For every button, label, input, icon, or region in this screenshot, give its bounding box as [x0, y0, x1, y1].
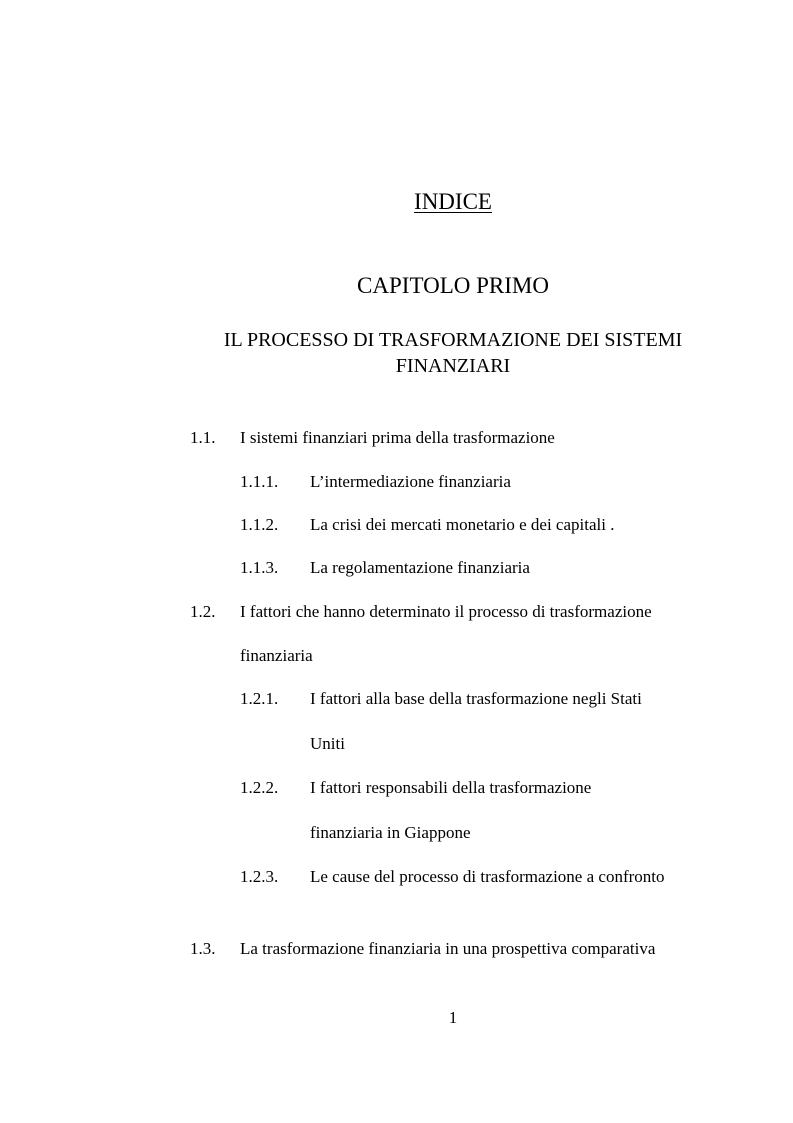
toc-entry-text: I fattori che hanno determinato il processo di trasformazione: [240, 602, 652, 621]
toc-entry-number: 1.1.2.: [240, 515, 279, 534]
index-title: INDICE: [414, 189, 492, 214]
toc-entry-number: 1.3.: [190, 939, 216, 958]
chapter-subtitle-line1: IL PROCESSO DI TRASFORMAZIONE DEI SISTEMI: [223, 329, 683, 351]
toc-entry-number: 1.1.1.: [240, 472, 279, 491]
toc-entry-text: L’intermediazione finanziaria: [310, 472, 511, 491]
toc-entry-text-continued: Uniti: [310, 734, 345, 753]
toc-entry-number: 1.1.: [190, 428, 216, 447]
page-number: 1: [448, 1008, 458, 1027]
toc-entry-text-continued: finanziaria: [240, 646, 313, 665]
toc-entry-text: I fattori alla base della trasformazione negli Stati: [310, 689, 642, 708]
toc-entry-text: La crisi dei mercati monetario e dei capitali .: [310, 515, 615, 534]
toc-entry-text: Le cause del processo di trasformazione a confronto: [310, 867, 665, 886]
chapter-heading: CAPITOLO PRIMO: [357, 273, 549, 298]
chapter-subtitle: [0, 327, 793, 379]
toc-entry-text: La regolamentazione finanziaria: [310, 558, 530, 577]
toc-entry-text: I fattori responsabili della trasformazione: [310, 778, 592, 797]
toc-entry-number: 1.1.3.: [240, 558, 279, 577]
toc-entry-number: 1.2.1.: [240, 689, 279, 708]
toc-entry-text-continued: finanziaria in Giappone: [310, 823, 471, 842]
toc-entry-text: I sistemi finanziari prima della trasformazione: [240, 428, 555, 447]
toc-entry-number: 1.2.: [190, 602, 216, 621]
toc-entry-number: 1.2.3.: [240, 867, 279, 886]
toc-entry-text: La trasformazione finanziaria in una prospettiva comparativa: [240, 939, 656, 958]
chapter-subtitle-line2: FINANZIARI: [395, 355, 511, 377]
toc-entry-number: 1.2.2.: [240, 778, 279, 797]
